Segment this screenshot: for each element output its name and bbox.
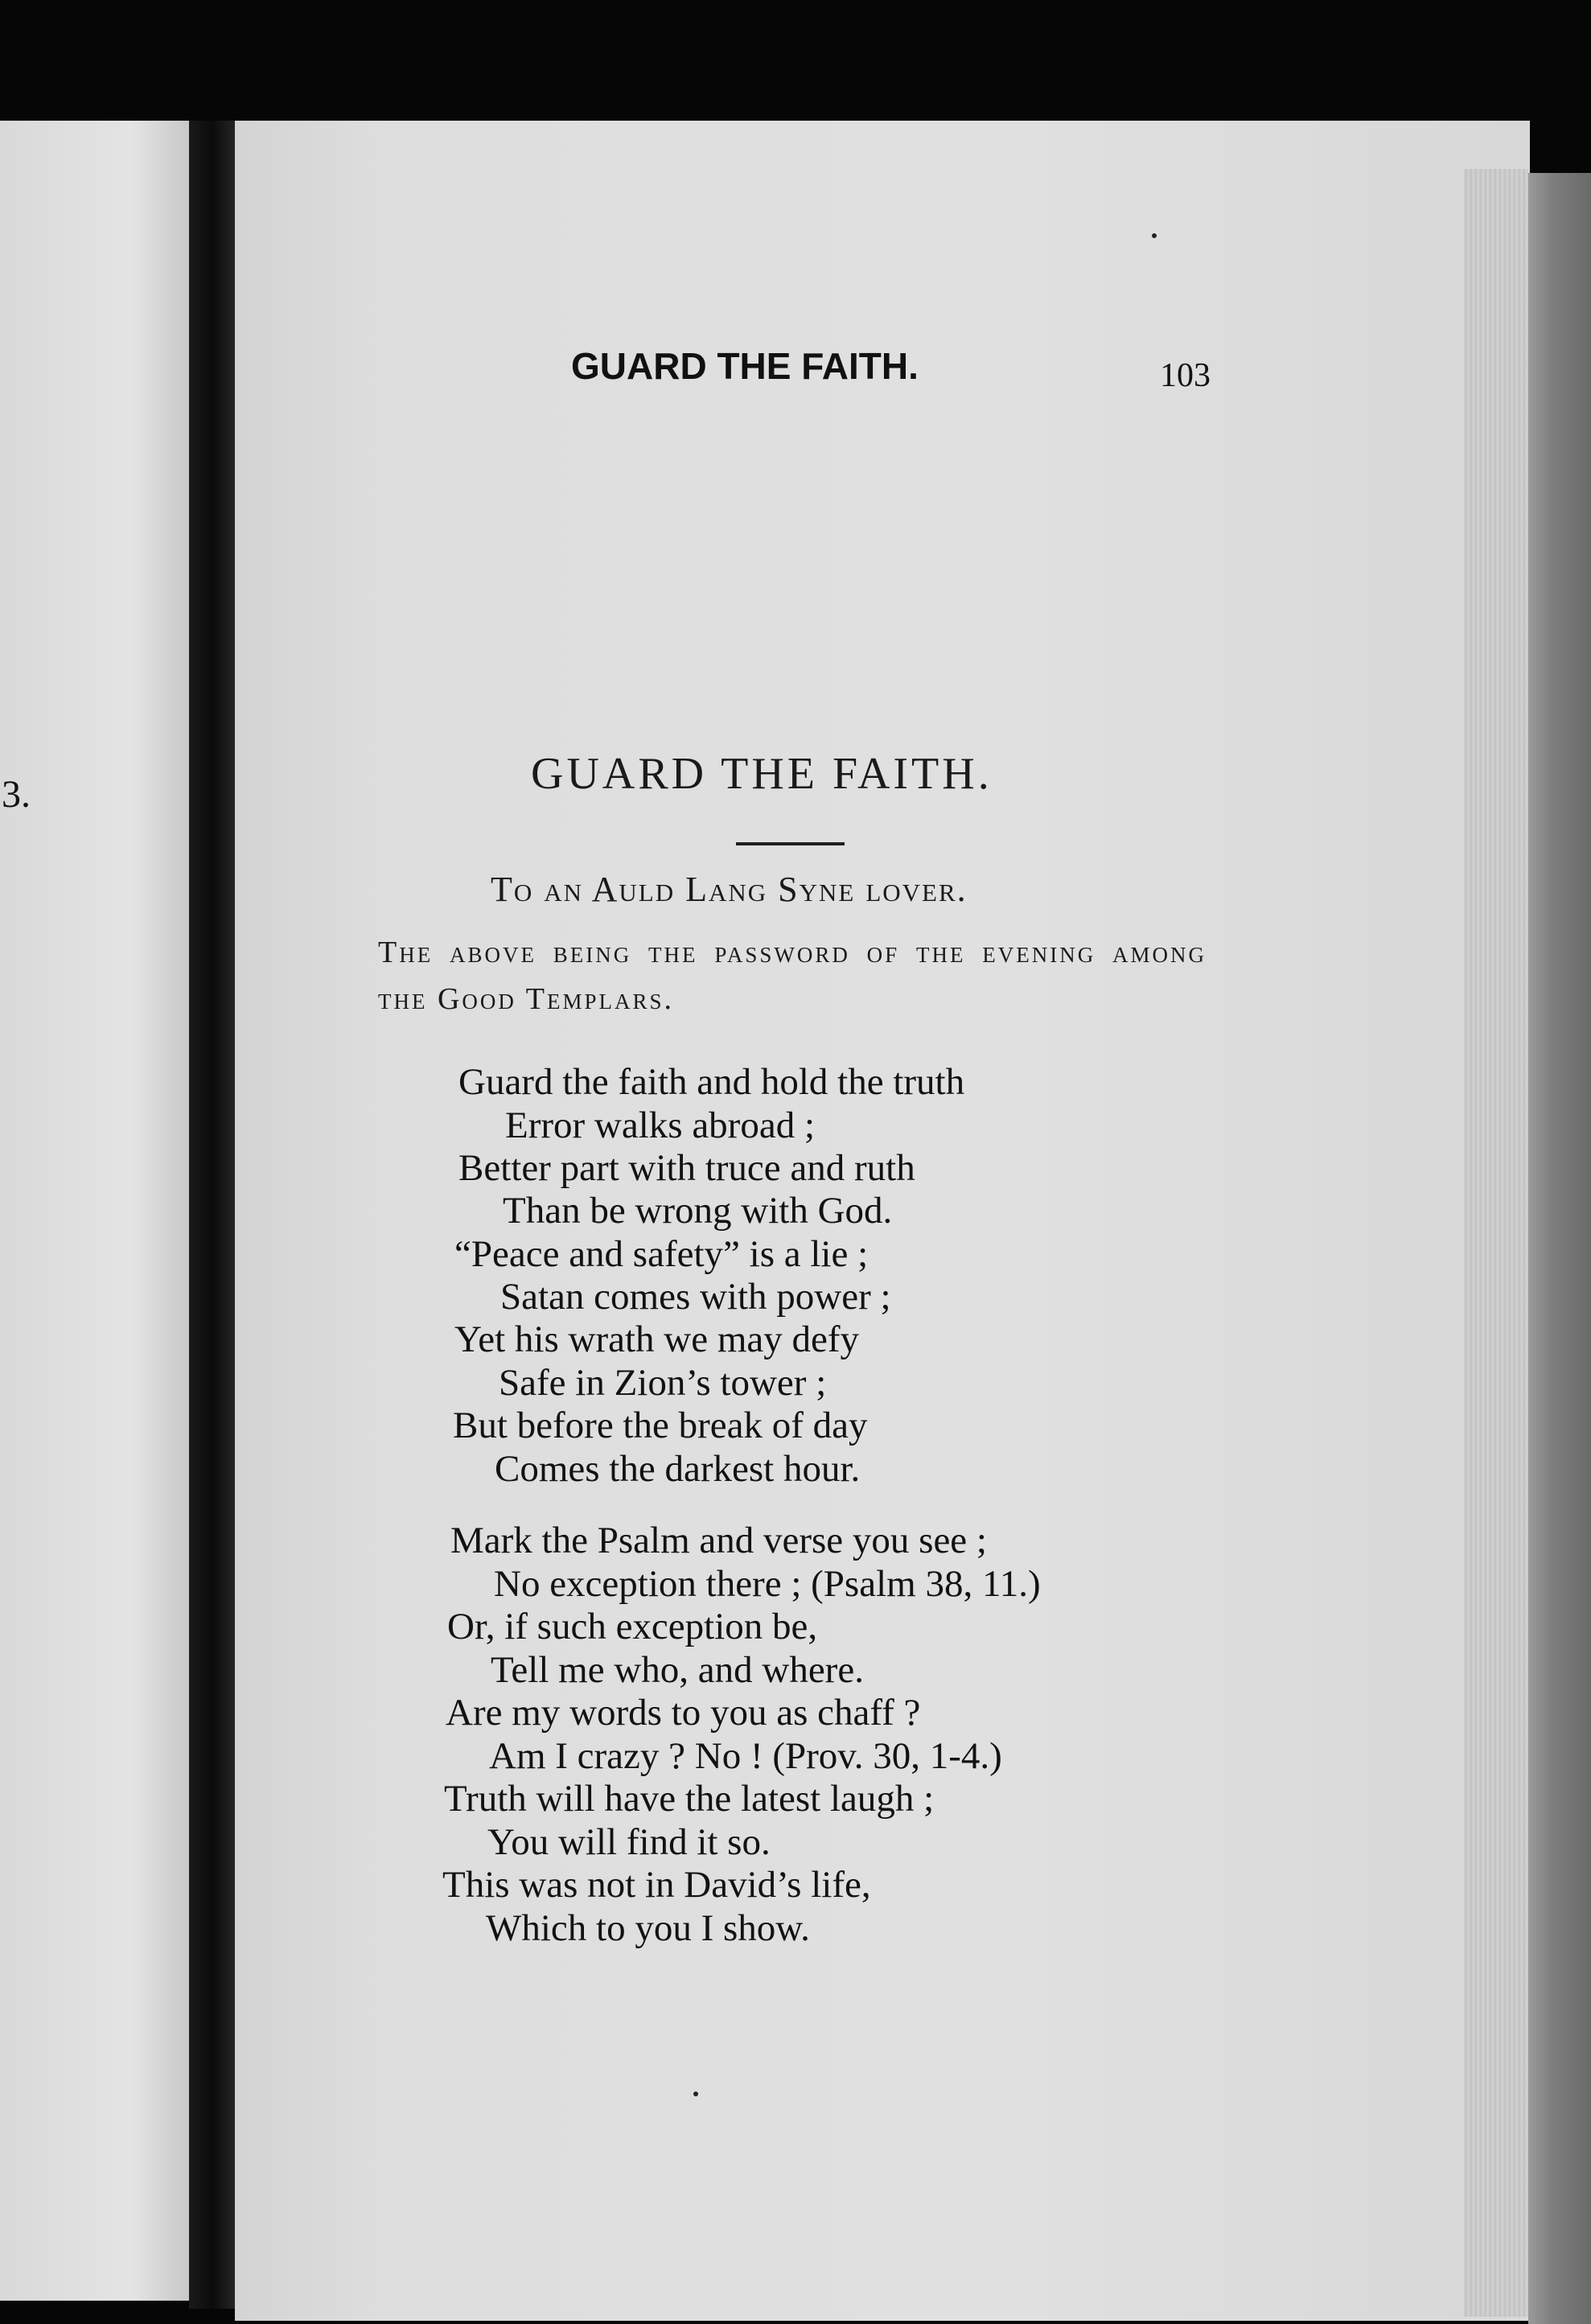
verse-line: Safe in Zion’s tower ;: [499, 1362, 827, 1404]
page-speck: [693, 2092, 698, 2096]
verse-line: Or, if such exception be,: [447, 1606, 818, 1647]
verse-line: This was not in David’s life,: [442, 1864, 871, 1906]
verse-line: Mark the Psalm and verse you see ;: [450, 1520, 987, 1561]
verse-line: Which to you I show.: [486, 1907, 810, 1949]
verse-line: Guard the faith and hold the truth: [458, 1061, 965, 1103]
book-binding: [189, 121, 236, 2309]
verse-line: Error walks abroad ;: [505, 1104, 815, 1146]
page-speck: [1152, 233, 1157, 238]
verse-line: Tell me who, and where.: [491, 1649, 864, 1691]
title-rule: [736, 842, 845, 845]
verse-line: Better part with truce and ruth: [458, 1147, 915, 1189]
page-number: 103: [1160, 357, 1211, 394]
verse-line: Comes the darkest hour.: [495, 1448, 861, 1490]
verse-line: Than be wrong with God.: [503, 1190, 893, 1232]
verse-line: “Peace and safety” is a lie ;: [454, 1233, 869, 1275]
verse-line: Yet his wrath we may defy: [454, 1318, 860, 1360]
poem-title: GUARD THE FAITH.: [531, 749, 993, 799]
verse-line: You will find it so.: [487, 1821, 771, 1863]
verse-line: Truth will have the latest laugh ;: [444, 1778, 935, 1820]
verse-line: But before the break of day: [453, 1405, 868, 1446]
verse-line: No exception there ; (Psalm 38, 11.): [494, 1563, 1041, 1605]
page-shadow: [1528, 173, 1591, 2324]
poem-note: The above being the password of the evening among the Good Templars.: [378, 936, 1207, 1016]
facing-page-fragment: 3.: [2, 773, 31, 816]
facing-page: [0, 121, 189, 2301]
running-title: GUARD THE FAITH.: [571, 345, 919, 387]
verse-line: Satan comes with power ;: [500, 1276, 891, 1318]
poem-dedication: To an Auld Lang Syne lover.: [491, 870, 968, 909]
page-edges: [1464, 169, 1528, 2317]
verse-line: Am I crazy ? No ! (Prov. 30, 1-4.): [489, 1735, 1002, 1777]
verse-line: Are my words to you as chaff ?: [446, 1692, 921, 1734]
